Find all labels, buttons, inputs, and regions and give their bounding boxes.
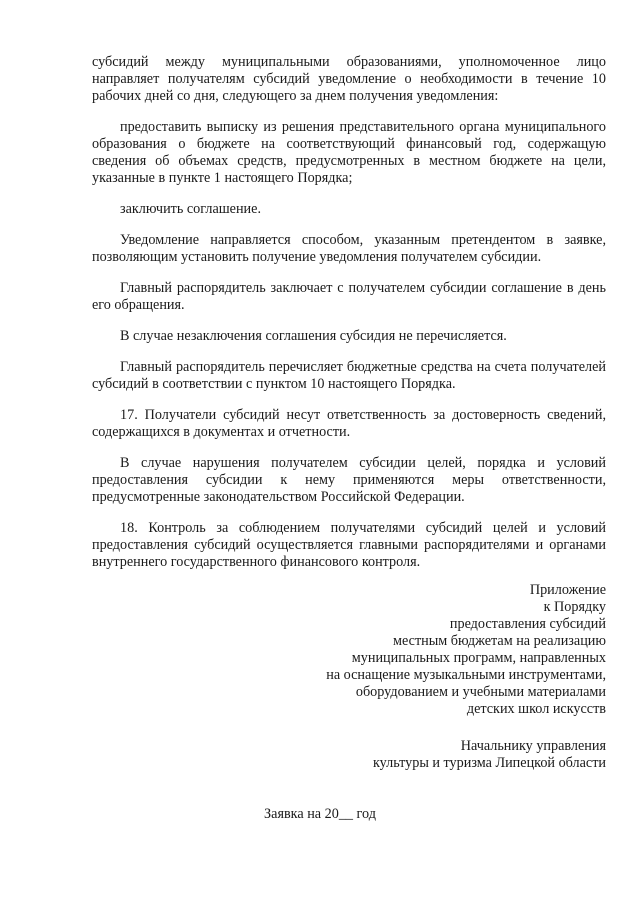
addressee-line: культуры и туризма Липецкой области [372,755,606,771]
addressee-block [373,738,606,772]
paragraph-item-18: 18. Контроль за соблюдением получателями субсидий целей и условий предоставления субсидий осуществляется главными распорядителями и органами внутреннего государственного финансового контроля. [92,520,606,570]
appendix-line: детских школ искусств [466,701,606,717]
appendix-line: Приложение [529,582,606,598]
paragraph-transfer-funds: Главный распорядитель перечисляет бюджетные средства на счета получателей субсидий в соответствии с пунктом 10 настоящего Порядка. [92,359,606,392]
addressee-line: Начальнику управления [460,738,606,754]
appendix-line: местным бюджетам на реализацию [393,633,606,649]
form-title: Заявка на 20__ год [264,806,376,822]
appendix-line: на оснащение музыкальными инструментами, [326,667,606,683]
paragraph-extract-requirement: предоставить выписку из решения представительного органа муниципального образования о бюджете на соответствующий финансовый год, содержащую сведения об объемах средств, предусмотренных в местном бюджете на цели, указанные в пункте 1 настоящего Порядка; [92,119,606,186]
paragraph-notification-method: Уведомление направляется способом, указанным претендентом в заявке, позволяющим установить получение уведомления получателем субсидии. [92,232,606,265]
appendix-header [326,582,606,718]
paragraph-no-agreement: В случае незаключения соглашения субсидия не перечисляется. [120,328,507,344]
paragraph-item-17: 17. Получатели субсидий несут ответственность за достоверность сведений, содержащихся в документах и отчетности. [92,407,606,440]
appendix-line: к Порядку [543,599,606,615]
paragraph-violation-measures: В случае нарушения получателем субсидии целей, порядка и условий предоставления субсидии к нему применяются меры ответственности, предусмотренные законодательством Российской Федерации. [92,455,606,505]
appendix-line: муниципальных программ, направленных [351,650,606,666]
paragraph-continuation: субсидий между муниципальными образованиями, уполномоченное лицо направляет получателям субсидий уведомление о необходимости в течение 10 рабочих дней со дня, следующего за днем получения уведомления: [92,54,606,104]
appendix-line: оборудованием и учебными материалами [355,684,606,700]
appendix-line: предоставления субсидий [449,616,606,632]
paragraph-agreement-day: Главный распорядитель заключает с получателем субсидии соглашение в день его обращения. [92,280,606,313]
paragraph-conclude-agreement: заключить соглашение. [120,201,261,217]
document-body [92,54,606,585]
